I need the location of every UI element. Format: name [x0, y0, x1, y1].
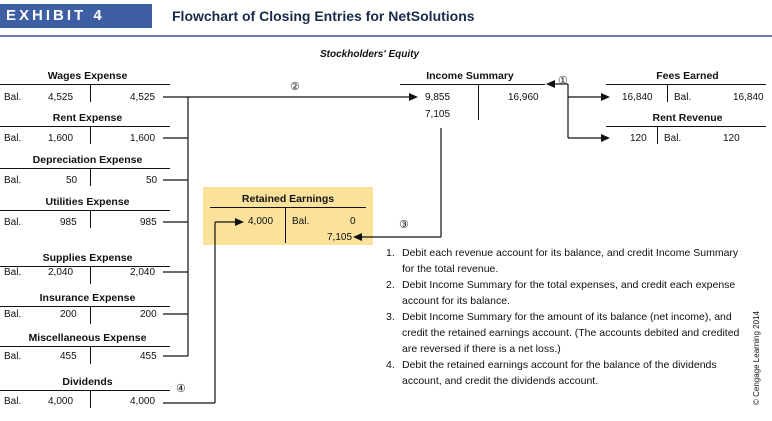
insurance-expense-debit: 200: [60, 309, 77, 320]
income-summary-rule: [400, 84, 545, 85]
wages-expense-divider: [90, 84, 91, 102]
income-summary-credit: 16,960: [508, 92, 539, 103]
rent-expense-debit: 1,600: [48, 133, 74, 144]
stockholders-equity-label: Stockholders' Equity: [320, 49, 420, 60]
miscellaneous-expense-bal-label: Bal.: [4, 351, 22, 362]
dividends-bal-label: Bal.: [4, 396, 22, 407]
step-item-3: [386, 309, 746, 357]
dividends-divider: [90, 390, 91, 408]
utilities-expense-credit: 985: [140, 217, 157, 228]
insurance-expense-bal-label: Bal.: [4, 309, 22, 320]
dividends-rule: [0, 390, 170, 391]
insurance-expense-credit: 200: [140, 309, 157, 320]
rent-expense-bal-label: Bal.: [4, 133, 22, 144]
dividends-title: Dividends: [62, 376, 113, 388]
step-item-4: [386, 357, 746, 389]
miscellaneous-expense-credit: 455: [140, 351, 157, 362]
supplies-expense-divider: [90, 266, 91, 284]
wages-expense-rule: [0, 84, 170, 85]
retained-earnings-divider: [285, 207, 286, 243]
miscellaneous-expense-title: Miscellaneous Expense: [28, 332, 147, 344]
step-item-1: [386, 245, 746, 277]
supplies-expense-bal-label: Bal.: [4, 267, 22, 278]
rent-revenue-title: Rent Revenue: [652, 112, 723, 124]
step-item-2: [386, 277, 746, 309]
supplies-expense-title: Supplies Expense: [42, 252, 133, 264]
insurance-expense-divider: [90, 306, 91, 324]
depreciation-expense-bal-label: Bal.: [4, 175, 22, 186]
fees-earned-debit: 16,840: [622, 92, 653, 103]
depreciation-expense-debit: 50: [66, 175, 78, 186]
income-summary-divider: [478, 84, 479, 120]
income-summary-debit-1: 9,855: [425, 92, 451, 103]
rent-revenue-debit: 120: [630, 133, 647, 144]
rent-expense-credit: 1,600: [130, 133, 156, 144]
step-text: Debit each revenue account for its balance, and credit Income Summary for the total revenue.: [402, 247, 739, 275]
miscellaneous-expense-rule: [0, 346, 170, 347]
retained-earnings-bal-label: Bal.: [292, 216, 310, 227]
wages-expense-debit: 4,525: [48, 92, 74, 103]
wages-expense-title: Wages Expense: [47, 70, 128, 82]
rent-revenue-divider: [657, 126, 658, 144]
dividends-debit: 4,000: [48, 396, 74, 407]
miscellaneous-expense-debit: 455: [60, 351, 77, 362]
insurance-expense-title: Insurance Expense: [39, 292, 136, 304]
miscellaneous-expense-divider: [90, 346, 91, 364]
step-number: 2.: [386, 279, 395, 291]
wages-expense-bal-label: Bal.: [4, 92, 22, 103]
rent-expense-divider: [90, 126, 91, 144]
fees-earned-balance: 16,840: [733, 92, 764, 103]
rent-revenue-bal-label: Bal.: [664, 133, 682, 144]
depreciation-expense-rule: [0, 168, 170, 169]
copyright-notice: © Cengage Learning 2014: [752, 311, 761, 405]
fees-earned-divider: [667, 84, 668, 102]
retained-earnings-credit: 7,105: [327, 232, 353, 243]
step-number: 4.: [386, 359, 395, 371]
depreciation-expense-credit: 50: [146, 175, 158, 186]
fees-earned-rule: [606, 84, 766, 85]
income-summary-title: Income Summary: [426, 70, 514, 82]
exhibit-badge: EXHIBIT 4: [0, 4, 152, 28]
retained-earnings-title: Retained Earnings: [241, 193, 335, 205]
step-text: Debit Income Summary for the total expenses, and credit each expense account for its balance.: [402, 279, 736, 307]
fees-earned-title: Fees Earned: [656, 70, 719, 82]
rent-revenue-balance: 120: [723, 133, 740, 144]
supplies-expense-debit: 2,040: [48, 267, 74, 278]
income-summary-debit-2: 7,105: [425, 109, 451, 120]
marker-2: ②: [290, 81, 300, 93]
utilities-expense-title: Utilities Expense: [45, 196, 130, 208]
rent-expense-rule: [0, 126, 170, 127]
rent-expense-title: Rent Expense: [52, 112, 123, 124]
exhibit-title: Flowchart of Closing Entries for NetSolutions: [172, 8, 475, 24]
rent-revenue-rule: [606, 126, 766, 127]
marker-4: ④: [176, 383, 186, 395]
step-number: 3.: [386, 311, 395, 323]
marker-1: ①: [558, 75, 568, 87]
utilities-expense-divider: [90, 210, 91, 228]
step-text: Debit the retained earnings account for the balance of the dividends account, and credit the dividends account.: [402, 359, 717, 387]
retained-earnings-rule: [210, 207, 366, 208]
step-number: 1.: [386, 247, 395, 259]
supplies-expense-credit: 2,040: [130, 267, 156, 278]
marker-3: ③: [399, 219, 409, 231]
retained-earnings-balance: 0: [350, 216, 356, 227]
wages-expense-credit: 4,525: [130, 92, 156, 103]
retained-earnings-debit: 4,000: [248, 216, 274, 227]
steps-list: [386, 245, 746, 389]
utilities-expense-debit: 985: [60, 217, 77, 228]
insurance-expense-rule: [0, 306, 170, 307]
depreciation-expense-title: Depreciation Expense: [32, 154, 143, 166]
utilities-expense-bal-label: Bal.: [4, 217, 22, 228]
step-text: Debit Income Summary for the amount of its balance (net income), and credit the retained earnings account. (The accounts debited and credited are reversed if there is a net loss.): [402, 311, 740, 355]
dividends-credit: 4,000: [130, 396, 156, 407]
depreciation-expense-divider: [90, 168, 91, 186]
fees-earned-bal-label: Bal.: [674, 92, 692, 103]
utilities-expense-rule: [0, 210, 170, 211]
